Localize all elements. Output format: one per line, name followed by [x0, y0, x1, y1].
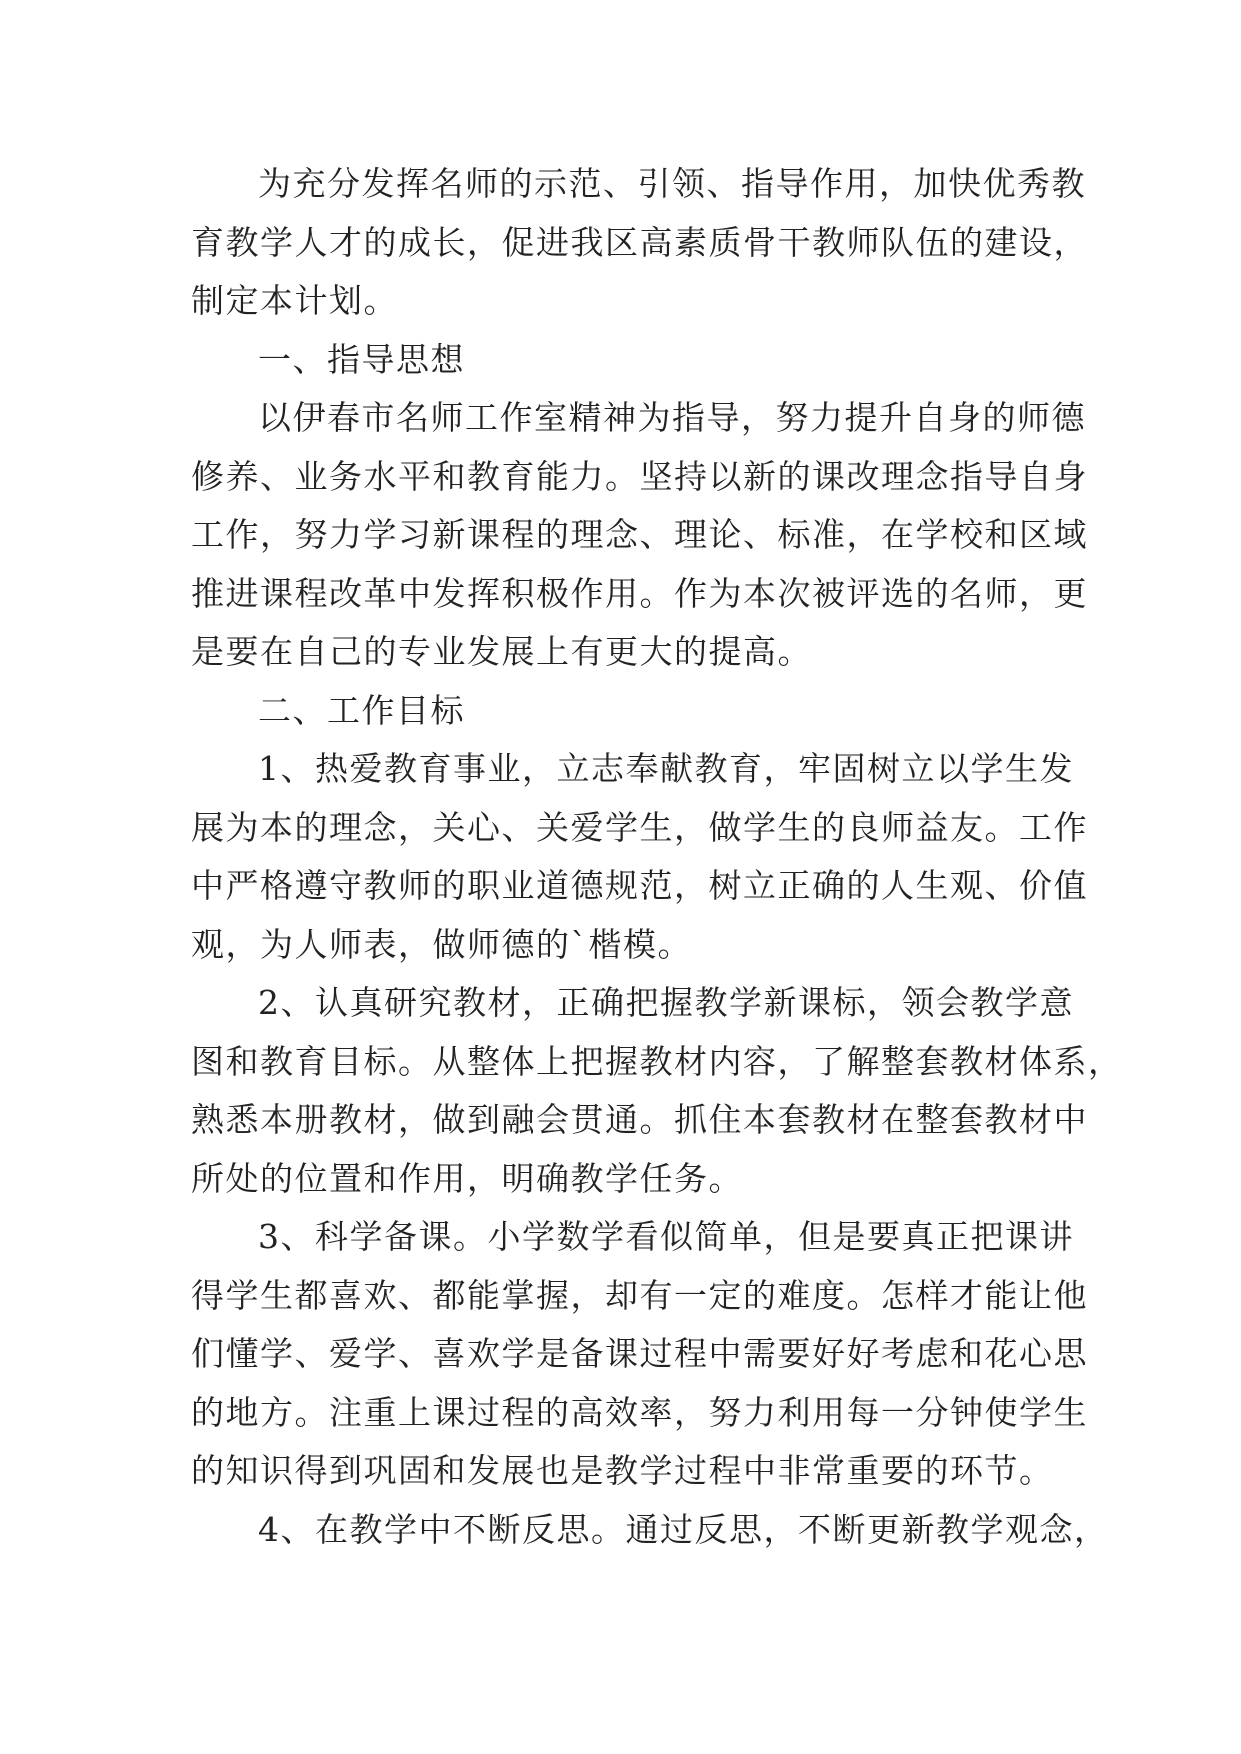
text-line: 工作，努力学习新课程的理念、理论、标准，在学校和区域: [191, 515, 1088, 554]
text-line: 的知识得到巩固和发展也是教学过程中非常重要的环节。: [191, 1451, 1054, 1490]
text-line: 4、在教学中不断反思。通过反思，不断更新教学观念，: [258, 1509, 1109, 1549]
section-heading-guiding-ideology: 一、指导思想: [258, 339, 465, 379]
text-line: 展为本的理念，关心、关爱学生，做学生的良师益友。工作: [191, 807, 1088, 847]
text-line: 熟悉本册教材，做到融会贯通。抓住本套教材在整套教材中: [191, 1100, 1088, 1139]
section-heading-work-goals: 二、工作目标: [258, 690, 465, 730]
text-line: 推进课程改革中发挥积极作用。作为本次被评选的名师，更: [191, 573, 1088, 613]
text-line: 是要在自己的专业发展上有更大的提高。: [191, 632, 812, 671]
text-line: 图和教育目标。从整体上把握教材内容，了解整套教材体系，: [191, 1041, 1123, 1081]
text-line: 育教学人才的成长，促进我区高素质骨干教师队伍的建设，: [191, 222, 1088, 262]
text-line: 2、认真研究教材，正确把握教学新课标，领会教学意: [258, 983, 1074, 1022]
text-line: 得学生都喜欢、都能掌握，却有一定的难度。怎样才能让他: [191, 1275, 1088, 1315]
text-line: 修养、业务水平和教育能力。坚持以新的课改理念指导自身: [191, 456, 1088, 496]
text-line: 制定本计划。: [191, 281, 398, 320]
text-line: 3、科学备课。小学数学看似简单，但是要真正把课讲: [258, 1217, 1074, 1256]
text-line: 观，为人师表，做师德的`楷模。: [191, 924, 692, 964]
text-line: 以伊春市名师工作室精神为指导，努力提升自身的师德: [258, 398, 1086, 437]
text-line: 为充分发挥名师的示范、引领、指导作用，加快优秀教: [258, 164, 1086, 203]
document-body: [191, 155, 1123, 1559]
text-line: 们懂学、爱学、喜欢学是备课过程中需要好好考虑和花心思: [191, 1334, 1088, 1373]
text-line: 1、热爱教育事业，立志奉献教育，牢固树立以学生发: [258, 749, 1074, 788]
text-line: 所处的位置和作用，明确教学任务。: [191, 1158, 743, 1198]
text-line: 中严格遵守教师的职业道德规范，树立正确的人生观、价值: [191, 866, 1088, 905]
text-line: 的地方。注重上课过程的高效率，努力利用每一分钟使学生: [191, 1392, 1088, 1432]
